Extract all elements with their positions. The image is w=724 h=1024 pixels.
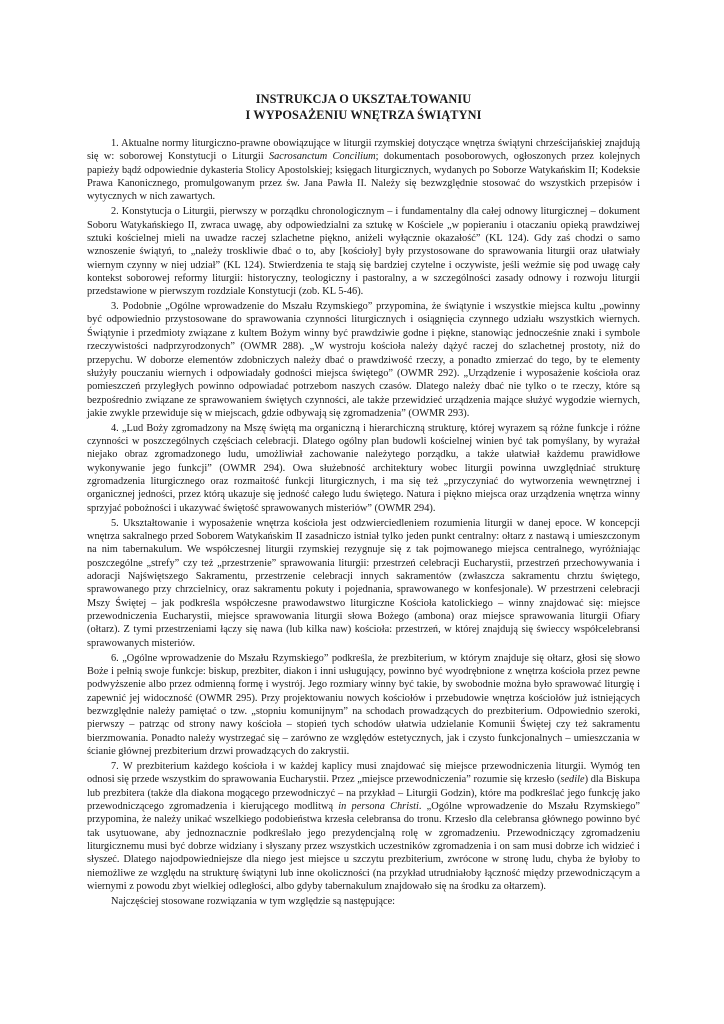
paragraph: [87, 205, 640, 298]
paragraph: [87, 517, 640, 650]
paragraph: [87, 760, 640, 893]
paragraph-text: 3. Podobnie „Ogólne wprowadzenie do Mszału Rzymskiego” przypomina, że świątynie i wszystkie miejsca kultu „powinny być odpowiednio przystosowane do sprawowania czynności liturgicznych i osiągnięcia czynnego udziału wszystkich wiernych. Świątynie i przedmioty związane z kultem Bożym winny być prawdziwie godne i piękne, stanowiąc jednocześnie znaki i symbole rzeczywistości nadprzyrodzonych” (OWMR 288). „W wystroju kościoła należy dążyć raczej do szlachetnej prostoty, niż do przepychu. W doborze elementów zdobniczych należy dbać o prawdziwość rzeczy, a ponadto zmierzać do tego, by te elementy służyły pouczaniu wiernych i odpowiadały godności miejsca świętego” (OWMR 292). „Urządzenie i wyposażenie kościoła oraz pomieszczeń przyległych powinno odpowiadać potrzebom naszych czasów. Dlatego należy dbać nie tylko o te rzeczy, które są bezpośrednio związane ze sprawowaniem świętych czynności, ale także przewidzieć urządzenia mające służyć wygodzie wiernych, jakie zwykle przewiduje się w miejscach, gdzie odbywają się zgromadzenia” (OWMR 293).: [87, 301, 640, 419]
paragraph: [87, 422, 640, 515]
document-title: [87, 92, 640, 123]
paragraph: [87, 652, 640, 759]
title-line-2: I WYPOSAŻENIU WNĘTRZA ŚWIĄTYNI: [245, 107, 482, 122]
paragraph-text: Najczęściej stosowane rozwiązania w tym względzie są następujące:: [111, 895, 396, 907]
paragraph-text: . „Ogólne wprowadzenie do Mszału Rzymskiego” przypomina, że należy unikać wszelkiego podobieństwa krzesła celebransa do tronu. Krzesło dla celebransa głównego powinno być tak usytuowane, aby jednoznacznie podkreślało jego prezydencjalną rolę w zgromadzeniu. Przewodniczący zgromadzeniu liturgicznemu musi być dobrze widziany i słyszany przez wszystkich uczestników zgromadzenia i on sam musi dobrze ich widzieć i słyszeć. Dlatego najodpowiedniejsze dla niego jest miejsce u szczytu prezbiterium, zwrócone w stronę ludu, chyba że byłoby to niemożliwe ze względu na strukturę świątyni lub inne okoliczności (na przykład utrudniałoby łączność między przewodniczącym a wiernymi z powodu zbyt wielkiej odległości, albo gdyby tabernakulum znajdowało się na środku za ołtarzem).: [87, 800, 641, 892]
paragraph: [87, 137, 640, 204]
paragraph-text: ; dokumentach posoborowych, ogłoszonych przez kolejnych papieży bądź odpowiednie dykasteria Stolicy Apostolskiej; księgach liturgicznych, wydanych po Soborze Watykańskim II; Kodeksie Prawa Kanonicznego, promulgowanym przez św. Jana Pawła II. Należy się bezwzględnie stosować do wszystkich przepisów i wytycznych w nich zawartych.: [87, 151, 640, 203]
paragraph-text: 5. Ukształtowanie i wyposażenie wnętrza kościoła jest odzwierciedleniem rozumienia liturgii w danej epoce. W koncepcji wnętrza sakralnego przed Soborem Watykańskim II zasadniczo istniał tylko jeden punkt centralny: ołtarz z nastawą i umieszczonym na nim tabernakulum. We współczesnej liturgii rzymskiej rezygnuje się z tak pojmowanego miejsca centralnego, wyróżniając poszczególne „strefy” czy też „przestrzenie” sprawowania liturgii: przestrzeń celebracji Eucharystii, przestrzeń przechowywania i adoracji Najświętszego Sakramentu, przestrzenie celebracji innych sakramentów (zwłaszcza sakramentu chrztu świętego, sprawowanego przy chrzcielnicy, oraz sakramentu pokuty i pojednania, sprawowanego w konfesjonale). W przestrzeni celebracji Mszy Świętej – jak podkreśla współczesne prawodawstwo liturgiczne Kościoła katolickiego – winny znajdować się: miejsce przewodniczenia Eucharystii, miejsce sprawowania liturgii słowa Bożego (ambona) oraz miejsce sprawowania liturgii Ofiary (ołtarz). Z tymi przestrzeniami łączy się nawa (lub kilka naw) kościoła: przestrzeń, w której znajdują się świeccy współcelebransi sprawowanych misteriów.: [87, 517, 640, 649]
italic-text: Sacrosanctum Concilium: [268, 151, 376, 163]
paragraph-text: 4. „Lud Boży zgromadzony na Mszę świętą ma organiczną i hierarchiczną strukturę, której wyrazem są różne funkcje i różne czynności w poszczególnych częściach celebracji. Dlatego ogólny plan budowli kościelnej winien być tak pomyślany, by wyrażał niejako obraz zgromadzonego ludu, umożliwiał zachowanie należytego porządku, a także ułatwiał każdemu prawidłowe wykonywanie jego funkcji” (OWMR 294). Owa służebność architektury wobec liturgii powinna uwzględniać strukturę zgromadzenia liturgicznego oraz rozmaitość funkcji liturgicznych, i ma się też „przyczyniać do wytworzenia wewnętrznej i organicznej jedności, przez którą ukazuje się jedność całego ludu świętego. Natura i piękno miejsca oraz urządzenia wnętrza winny sprzyjać pobożności i ukazywać świętość sprawowanych misteriów” (OWMR 294).: [87, 422, 640, 514]
paragraph-text: 1. Aktualne normy liturgiczno-prawne obowiązujące w liturgii rzymskiej dotyczące wnętrza świątyni chrześcijańskiej znajdują się w: soborowej Konstytucji o Liturgii: [87, 138, 640, 163]
title-line-1: INSTRUKCJA O UKSZTAŁTOWANIU: [255, 92, 472, 106]
italic-text: sedile: [560, 774, 585, 786]
paragraph: [87, 895, 640, 908]
paragraph: [87, 300, 640, 420]
document-body: [87, 137, 640, 908]
paragraph-text: 7. W prezbiterium każdego kościoła i w każdej kaplicy musi znajdować się miejsce przewodniczenia liturgii. Wymóg ten odnosi się przede wszystkim do sprawowania Eucharystii. Przez „miejsce przewodniczenia” rozumie się krzesło (: [87, 760, 640, 786]
italic-text: in persona Christi: [338, 800, 419, 812]
paragraph-text: 6. „Ogólne wprowadzenie do Mszału Rzymskiego” podkreśla, że prezbiterium, w którym znajduje się ołtarz, głosi się słowo Boże i pełnią swoje funkcje: biskup, prezbiter, diakon i inni usługujący, powinno być wyodrębnione z wnętrza kościoła przez pewne podwyższenie albo przez odmienną formę i wystrój. Jego rozmiary winny być takie, by swobodnie można było sprawować liturgię i zapewnić jej widoczność (OWMR 295). Przy projektowaniu nowych kościołów i przebudowie wnętrza kościołów już istniejących bezwzględnie należy pamiętać o tzw. „stopniu komunijnym” na schodach prowadzących do prezbiterium. Odpowiednio szeroki, pierwszy – patrząc od strony nawy kościoła – stopień tych schodów ułatwia udzielanie Komunii Świętej czy też sakramentu bierzmowania. Ponadto należy wystrzegać się – zarówno ze względów estetycznych, jak i czysto funkcjonalnych – umieszczania w ścianie głównej prezbiterium drzwi prowadzących do zakrystii.: [87, 652, 640, 757]
paragraph-text: ) dla Biskupa lub prezbitera (także dla diakona mogącego przewodniczyć – na przykład – Liturgii Godzin), które ma podkreślać jego funkcję jako przewodniczącego zgromadzenia i kierującego modlitwą: [87, 774, 640, 812]
paragraph-text: 2. Konstytucja o Liturgii, pierwszy w porządku chronologicznym – i fundamentalny dla całej odnowy liturgicznej – dokument Soboru Watykańskiego II, zwraca uwagę, aby odpowiedzialni za sztukę w Kościele „w popieraniu i otaczaniu opieką prawdziwej sztuki kościelnej mieli na uwadze raczej szlachetne piękno, aniżeli wyłącznie okazałość” (KL 124). Gdy zaś chodzi o samo wznoszenie świątyń, to „należy troskliwie dbać o to, aby [kościoły] były przystosowane do sprawowania liturgii oraz ułatwiały wiernym czynny w niej udział” (KL 124). Stwierdzenia te stają się bardziej czytelne i oczywiste, jeśli weźmie się pod uwagę cały kontekst soborowej reformy liturgii: historyczny, teologiczny i pastoralny, a w szczególności zasady odnowy i rozwoju liturgii przedstawione w pierwszym rozdziale Konstytucji (zob. KL 5-46).: [87, 206, 640, 298]
